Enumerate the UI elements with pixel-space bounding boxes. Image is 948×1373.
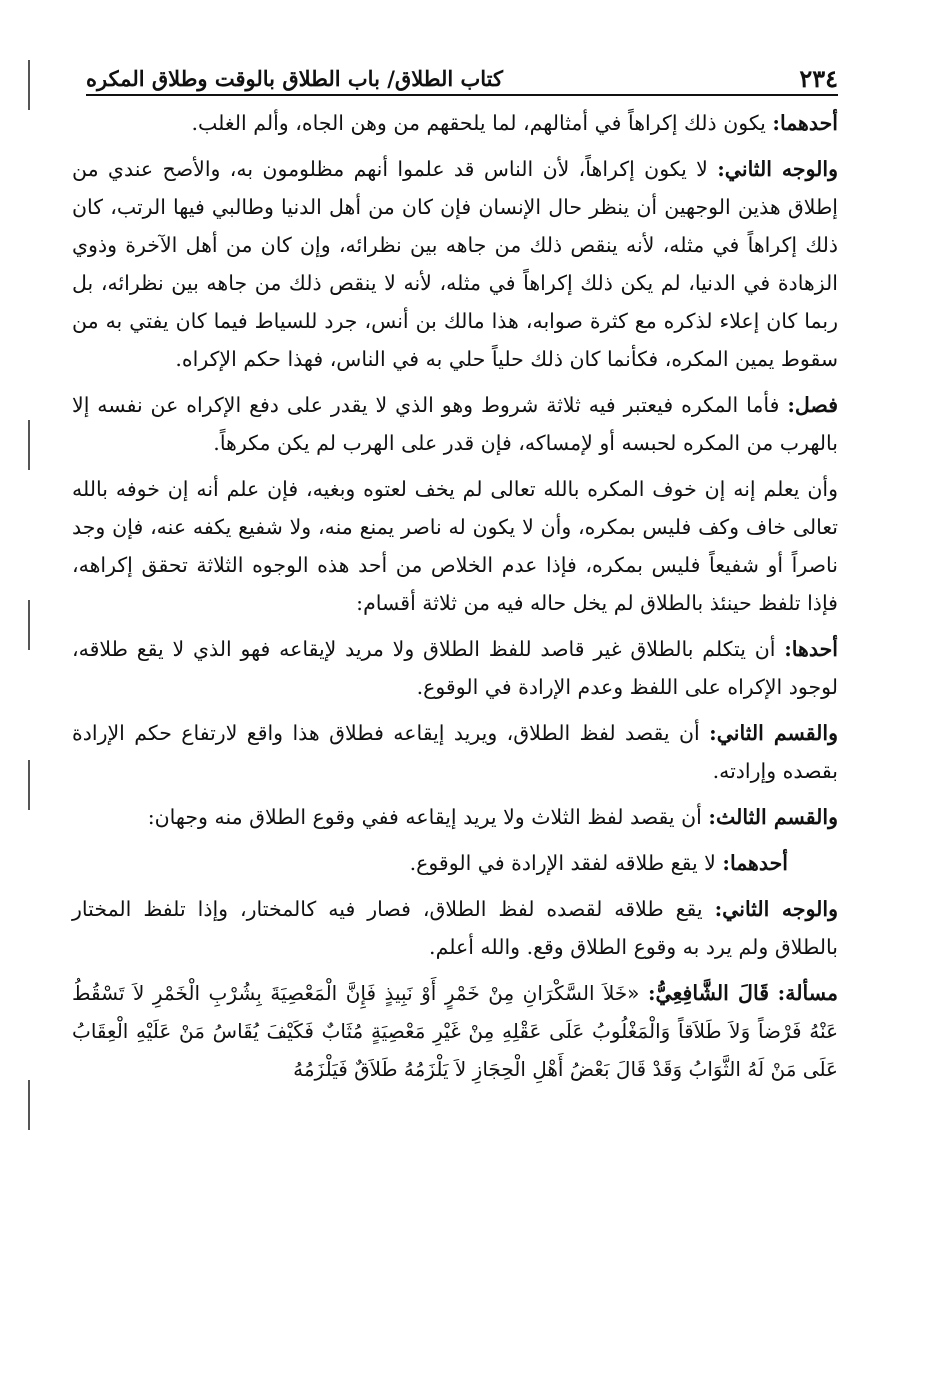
- header-title: كتاب الطلاق/ باب الطلاق بالوقت وطلاق المكره: [86, 65, 504, 91]
- paragraph: [72, 630, 838, 706]
- paragraph-text: أن يقصد لفظ الثلاث ولا يريد إيقاعه ففي وقوع الطلاق منه وجهان:: [147, 805, 709, 829]
- paragraph-text: يكون ذلك إكراهاً في أمثالهم، لما يلحقهم من وهن الجاه، وألم الغلب.: [191, 111, 773, 135]
- paragraph-lead: والقسم الثالث:: [708, 805, 838, 829]
- paragraph-lead: والقسم الثاني:: [709, 721, 839, 745]
- paragraph-lead: أحدهما:: [722, 851, 788, 875]
- margin-mark: [28, 1080, 30, 1130]
- paragraph-text: يقع طلاقه لقصده لفظ الطلاق، فصار فيه كالمختار، وإذا تلفظ المختار بالطلاق ولم يرد به وقوع الطلاق وقع. والله أعلم.: [72, 897, 838, 959]
- paragraph: [72, 714, 838, 790]
- paragraph-lead: والوجه الثاني:: [714, 897, 838, 921]
- masala-quote: «خَلاَ السَّكْرَانِ مِنْ خَمْرٍ أَوْ نَبِيذٍ فَإِنَّ الْمَعْصِيَةَ بِشُرْبِ الْخَمْرِ لاَ تَسْقُطُ عَنْهُ فَرْضاً وَلاَ طَلاَقاً وَالْمَغْلُوبُ عَلَى عَقْلِهِ مِنْ غَيْرِ مَعْصِيَةٍ مُثَابٌ فَكَيْفَ يُقَاسُ مَنْ عَلَيْهِ الْعِقَابُ عَلَى مَنْ لَهُ الثَّوَابُ وَقَدْ قَالَ بَعْضُ أَهْلِ الْحِجَازِ لاَ يَلْزَمُهُ طَلاَقٌ فَيَلْزَمُهُ: [72, 981, 838, 1081]
- paragraph: [72, 890, 838, 966]
- margin-mark: [28, 420, 30, 470]
- body-text: [72, 104, 838, 1096]
- masala-speaker: قَالَ الشَّافِعِيُّ:: [647, 981, 770, 1005]
- paragraph-text: أن يقصد لفظ الطلاق، ويريد إيقاعه فطلاق هذا واقع لارتفاع حكم الإرادة بقصده وإرادته.: [72, 721, 838, 783]
- paragraph-text: وأن يعلم إنه إن خوف المكره بالله تعالى لم يخف لعتوه وبغيه، فإن علم أنه إن خوفه بالله تعالى خاف وكف فليس بمكره، وأن لا يكون له ناصر يمنع منه، ولا شفيع يكفه عنه، فإن وجد ناصراً أو شفيعاً فليس بمكره، فإذا عدم الخلاص من أحد هذه الوجوه الثلاثة تحقق إكراهه، فإذا تلفظ حينئذ بالطلاق لم يخل حاله فيه من ثلاثة أقسام:: [72, 477, 838, 615]
- paragraph-text: لا يقع طلاقه لفقد الإرادة في الوقوع.: [409, 851, 723, 875]
- header-rule: [86, 94, 838, 96]
- paragraph: [72, 470, 838, 622]
- page-number: ٢٣٤: [799, 63, 838, 93]
- paragraph-lead: أحدها:: [784, 637, 838, 661]
- margin-mark: [28, 60, 30, 110]
- paragraph-text: لا يكون إكراهاً، لأن الناس قد علموا أنهم مظلومون به، والأصح عندي من إطلاق هذين الوجهين أن ينظر حال الإنسان فإن كان من أهل الدنيا وطالبي فيها الرتب، كان ذلك إكراهاً في مثله، لأنه ينقص ذلك من جاهه بين نظرائه، وإن كان من أهل الآخرة وذوي الزهادة في الدنيا، لم يكن ذلك إكراهاً في مثله، لأنه لا ينقص ذلك من جاهه بين نظرائه، بل ربما كان إعلاء لذكره مع كثرة صوابه، هذا مالك بن أنس، جرد للسياط فيما كان يفتي به من سقوط يمين المكره، فكأنما كان ذلك حلياً حلي به في الناس، فهذا حكم الإكراه.: [72, 157, 838, 371]
- paragraph-text: فأما المكره فيعتبر فيه ثلاثة شروط وهو الذي لا يقدر على دفع الإكراه عن نفسه إلا بالهرب من المكره لحبسه أو لإمساكه، فإن قدر على الهرب لم يكن مكرهاً.: [72, 393, 838, 455]
- paragraph-lead: أحدهما:: [772, 111, 838, 135]
- paragraph: [72, 150, 838, 378]
- paragraph-lead: والوجه الثاني:: [717, 157, 838, 181]
- margin-mark: [28, 600, 30, 650]
- masala-lead: مسألة:: [777, 981, 838, 1005]
- paragraph-lead: فصل:: [787, 393, 838, 417]
- paragraph: [72, 386, 838, 462]
- margin-mark: [28, 760, 30, 810]
- paragraph-indented: [72, 844, 838, 882]
- running-header: [86, 60, 838, 96]
- paragraph: [72, 104, 838, 142]
- paragraph-text: أن يتكلم بالطلاق غير قاصد للفظ الطلاق ولا مريد لإيقاعه فهو الذي لا يقع طلاقه، لوجود الإكراه على اللفظ وعدم الإرادة في الوقوع.: [72, 637, 838, 699]
- paragraph: [72, 798, 838, 836]
- masala-paragraph: [72, 974, 838, 1088]
